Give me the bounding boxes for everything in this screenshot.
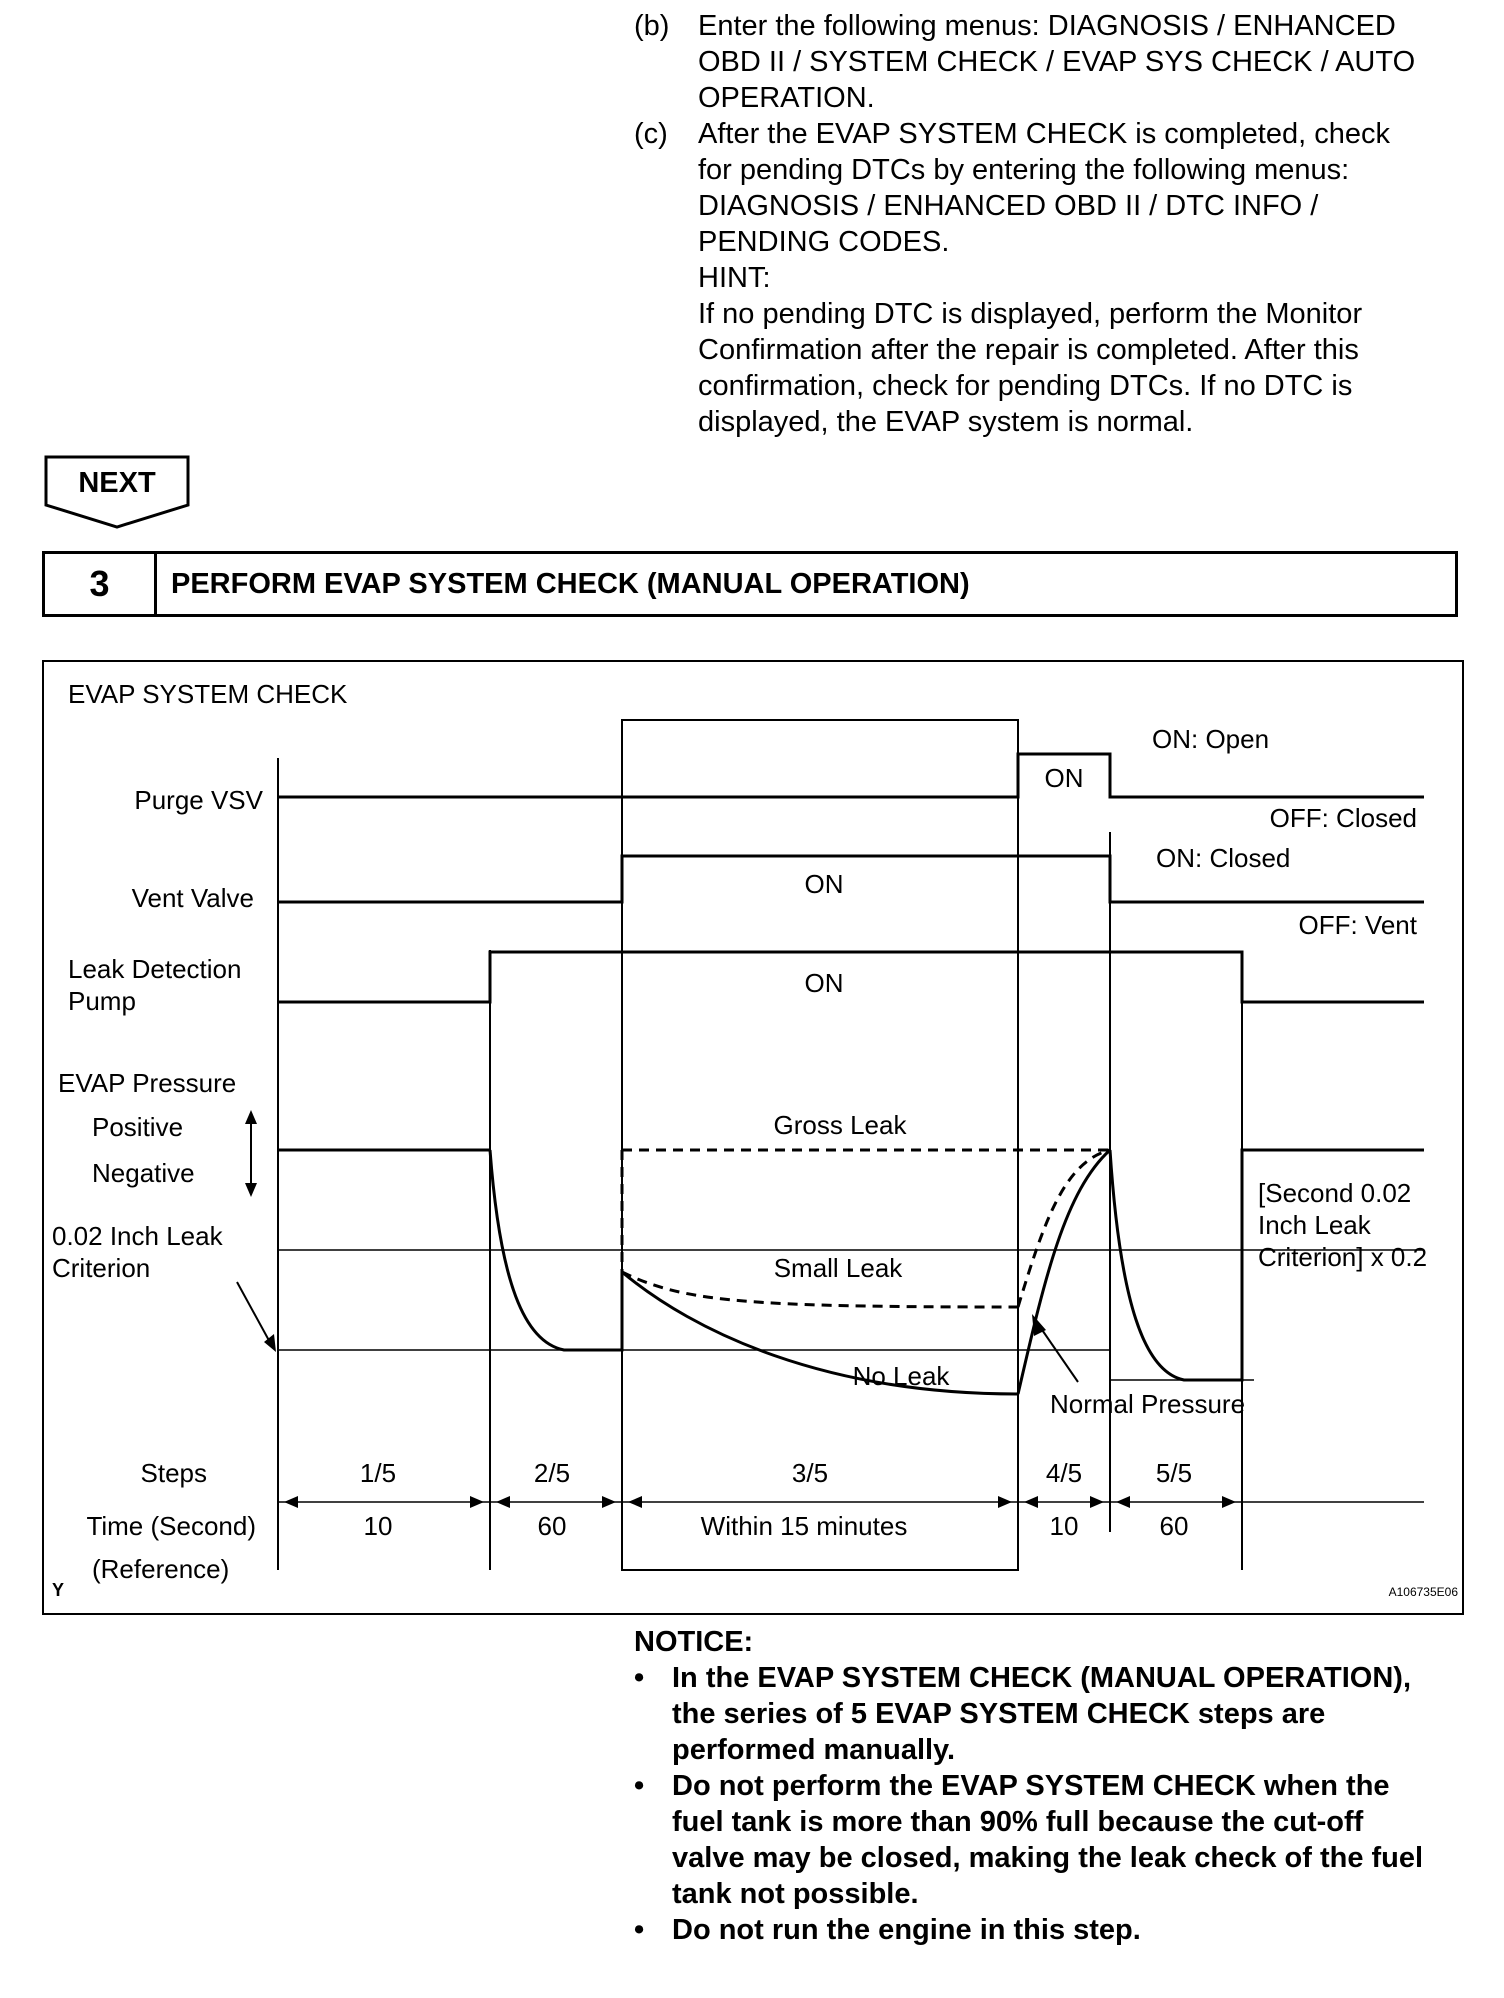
instruction-line: for pending DTCs by entering the following menus: (698, 154, 1350, 186)
hint-line: confirmation, check for pending DTCs. If no DTC is (698, 370, 1353, 402)
notice-line: tank not possible. (672, 1878, 919, 1910)
step-5-label: 5/5 (1155, 1458, 1193, 1488)
step-4-label: 4/5 (1045, 1458, 1083, 1488)
notice-block (634, 1624, 1494, 1948)
negative-label: Negative (92, 1158, 195, 1188)
instruction-line: Enter the following menus: DIAGNOSIS / ENHANCED (698, 10, 1396, 42)
bullet-icon: • (634, 1914, 645, 1946)
instruction-c (634, 116, 1494, 440)
criterion-label-line1: 0.02 Inch Leak (52, 1221, 223, 1251)
figure-title: EVAP SYSTEM CHECK (68, 679, 348, 709)
steps-label: Steps (140, 1458, 207, 1488)
on-open-label: ON: Open (1152, 724, 1270, 754)
notice-line: the series of 5 EVAP SYSTEM CHECK steps are (672, 1698, 1326, 1730)
hint-line: If no pending DTC is displayed, perform the Monitor (698, 298, 1363, 330)
second-criterion-line2: Inch Leak (1258, 1210, 1371, 1240)
hint-line: Confirmation after the repair is completed. After this (698, 334, 1359, 366)
instruction-line: OPERATION. (698, 82, 875, 114)
notice-line: Do not perform the EVAP SYSTEM CHECK when the (672, 1770, 1390, 1802)
notice-title: NOTICE: (634, 1626, 754, 1658)
pump-wave (278, 952, 1424, 1002)
notice-item (634, 1768, 1494, 1912)
time-4-label: 10 (1049, 1511, 1079, 1541)
next-label: NEXT (78, 467, 156, 499)
instruction-line: DIAGNOSIS / ENHANCED OBD II / DTC INFO / (698, 190, 1319, 222)
section-title: PERFORM EVAP SYSTEM CHECK (MANUAL OPERATION) (171, 567, 970, 600)
notice-line: fuel tank is more than 90% full because the cut-off (672, 1806, 1364, 1838)
step3-box (622, 720, 1018, 1570)
instruction-line: OBD II / SYSTEM CHECK / EVAP SYS CHECK / AUTO (698, 46, 1416, 78)
notice-item (634, 1912, 1494, 1948)
time-label: Time (Second) (86, 1511, 256, 1541)
off-closed-label: OFF: Closed (1269, 803, 1417, 833)
instruction-marker: (c) (634, 118, 668, 150)
instruction-marker: (b) (634, 10, 670, 42)
next-badge (44, 455, 190, 529)
purge-on-label: ON (1044, 763, 1084, 793)
section-header (42, 551, 1458, 617)
on-closed-label: ON: Closed (1156, 843, 1291, 873)
second-criterion-line3: Criterion] x 0.2 (1258, 1242, 1428, 1272)
notice-line: performed manually. (672, 1734, 956, 1766)
timing-chart (44, 662, 1466, 1617)
pressure-direction-arrow (245, 1110, 257, 1197)
vent-on-label: ON (804, 869, 844, 899)
pump-label-line1: Leak Detection (68, 954, 242, 984)
notice-line: In the EVAP SYSTEM CHECK (MANUAL OPERATION), (672, 1662, 1412, 1694)
reference-label: (Reference) (92, 1554, 230, 1584)
purge-vsv-wave (278, 754, 1424, 797)
normal-pressure-rise (1018, 1150, 1110, 1394)
corner-mark: Y (52, 1580, 65, 1600)
off-vent-label: OFF: Vent (1298, 910, 1417, 940)
hint-line: displayed, the EVAP system is normal. (698, 406, 1194, 438)
instruction-line: PENDING CODES. (698, 226, 950, 258)
section-number: 3 (45, 554, 157, 614)
hint-label: HINT: (698, 262, 771, 294)
bullet-icon: • (634, 1662, 645, 1694)
no-leak-curve (622, 1272, 1018, 1394)
time-3-label: Within 15 minutes (700, 1511, 908, 1541)
bullet-icon: • (634, 1770, 645, 1802)
time-1-label: 10 (363, 1511, 393, 1541)
time-5-label: 60 (1159, 1511, 1189, 1541)
vent-valve-label: Vent Valve (131, 883, 254, 913)
small-leak-label: Small Leak (773, 1253, 903, 1283)
notice-line: valve may be closed, making the leak check of the fuel (672, 1842, 1424, 1874)
pump-label-line2: Pump (68, 986, 136, 1016)
evap-pressure-label: EVAP Pressure (58, 1068, 237, 1098)
positive-label: Positive (92, 1112, 184, 1142)
step-1-label: 1/5 (359, 1458, 397, 1488)
step-2-label: 2/5 (533, 1458, 571, 1488)
criterion-label-line2: Criterion (52, 1253, 151, 1283)
step-3-label: 3/5 (791, 1458, 829, 1488)
notice-line: Do not run the engine in this step. (672, 1914, 1141, 1946)
second-criterion-line1: [Second 0.02 (1258, 1178, 1412, 1208)
evap-timing-diagram (42, 660, 1464, 1615)
no-leak-label: No Leak (852, 1361, 950, 1391)
notice-item (634, 1660, 1494, 1768)
normal-pressure-pointer (1032, 1314, 1078, 1382)
normal-pressure-label: Normal Pressure (1050, 1389, 1246, 1419)
instruction-list (634, 8, 1494, 440)
criterion-pointer (237, 1282, 276, 1352)
figure-id: A106735E06 (1388, 1585, 1458, 1599)
pump-on-label: ON (804, 968, 844, 998)
instruction-line: After the EVAP SYSTEM CHECK is completed, check (698, 118, 1390, 150)
purge-vsv-label: Purge VSV (134, 785, 263, 815)
instruction-b (634, 8, 1494, 116)
gross-leak-label: Gross Leak (773, 1110, 907, 1140)
time-2-label: 60 (537, 1511, 567, 1541)
